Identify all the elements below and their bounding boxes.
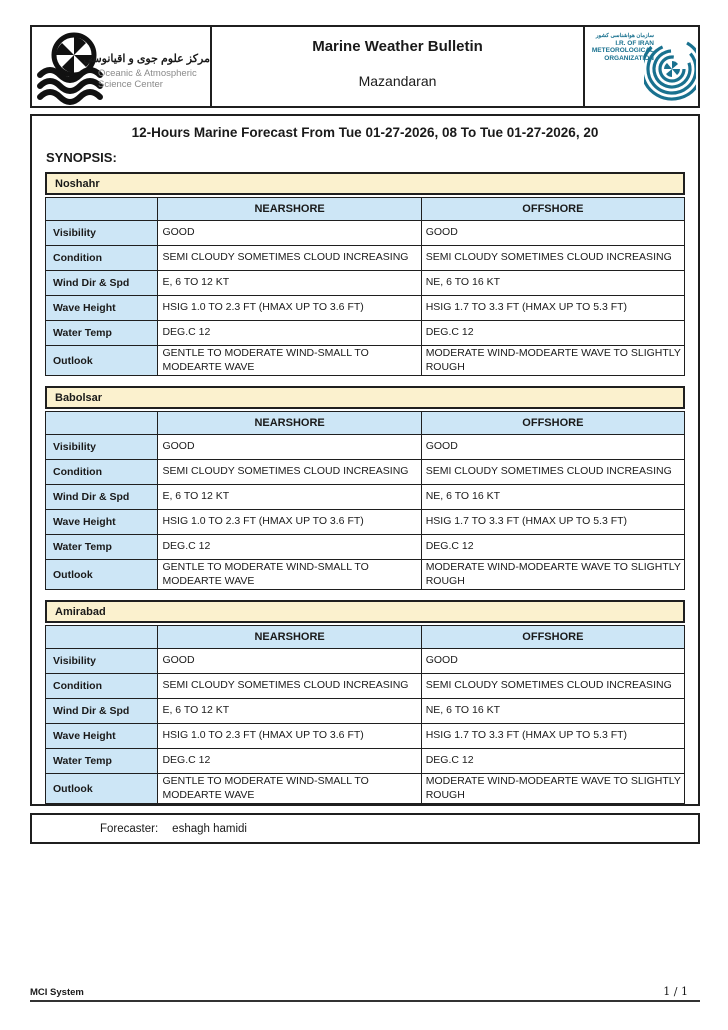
column-header-offshore: OFFSHORE <box>421 412 684 435</box>
table-row <box>46 435 685 460</box>
table-header-row <box>46 626 685 649</box>
page-footer <box>30 985 700 1002</box>
nearshore-value: DEG.C 12 <box>158 321 421 346</box>
table-row <box>46 699 685 724</box>
offshore-value: HSIG 1.7 TO 3.3 FT (HMAX UP TO 5.3 FT) <box>421 296 684 321</box>
forecaster-label: Forecaster: <box>100 822 159 835</box>
corner-cell <box>46 198 158 221</box>
forecaster-name: eshagh hamidi <box>172 822 247 835</box>
table-row <box>46 246 685 271</box>
irimo-name-english-line3: ORGANIZATION <box>604 55 654 63</box>
offshore-value: HSIG 1.7 TO 3.3 FT (HMAX UP TO 5.3 FT) <box>421 724 684 749</box>
irimo-name-persian: سازمان هواشناسی کشور <box>595 33 654 39</box>
table-row <box>46 535 685 560</box>
nearshore-value: E, 6 TO 12 KT <box>158 271 421 296</box>
station-forecast-table <box>45 625 685 804</box>
column-header-offshore: OFFSHORE <box>421 198 684 221</box>
bulletin-title: Marine Weather Bulletin <box>312 38 483 55</box>
nearshore-value: DEG.C 12 <box>158 749 421 774</box>
row-label: Outlook <box>46 774 158 804</box>
offshore-value: MODERATE WIND-MODEARTE WAVE TO SLIGHTLY ROUGH <box>421 774 684 804</box>
column-header-nearshore: NEARSHORE <box>158 412 421 435</box>
table-header-row <box>46 198 685 221</box>
table-row <box>46 649 685 674</box>
row-label: Wind Dir & Spd <box>46 485 158 510</box>
corner-cell <box>46 412 158 435</box>
table-row <box>46 346 685 376</box>
irimo-name-english-line2: METEOROLOGICAL <box>591 47 654 55</box>
corner-cell <box>46 626 158 649</box>
nearshore-value: GOOD <box>158 221 421 246</box>
station-section-noshahr <box>45 172 685 376</box>
table-row <box>46 221 685 246</box>
nearshore-value: HSIG 1.0 TO 2.3 FT (HMAX UP TO 3.6 FT) <box>158 724 421 749</box>
station-forecast-table <box>45 411 685 590</box>
row-label: Wave Height <box>46 510 158 535</box>
offshore-value: DEG.C 12 <box>421 321 684 346</box>
column-header-offshore: OFFSHORE <box>421 626 684 649</box>
oceanic-center-name-english-line1: Oceanic & Atmospheric <box>98 67 197 79</box>
row-label: Wave Height <box>46 724 158 749</box>
column-header-nearshore: NEARSHORE <box>158 626 421 649</box>
row-label: Visibility <box>46 435 158 460</box>
station-name: Noshahr <box>45 172 685 195</box>
table-row <box>46 321 685 346</box>
table-row <box>46 724 685 749</box>
irimo-name <box>588 33 654 63</box>
station-name: Amirabad <box>45 600 685 623</box>
station-section-amirabad <box>45 600 685 804</box>
nearshore-value: SEMI CLOUDY SOMETIMES CLOUD INCREASING <box>158 246 421 271</box>
row-label: Wave Height <box>46 296 158 321</box>
row-label: Condition <box>46 674 158 699</box>
header-title-block <box>212 27 585 106</box>
irimo-name-english-line1: I.R. OF IRAN <box>615 39 654 47</box>
row-label: Outlook <box>46 560 158 590</box>
table-row <box>46 296 685 321</box>
forecast-content <box>30 114 700 806</box>
table-row <box>46 510 685 535</box>
forecast-period-title: 12-Hours Marine Forecast From Tue 01-27-2026, 08 To Tue 01-27-2026, 20 <box>131 125 599 140</box>
table-row <box>46 674 685 699</box>
offshore-value: DEG.C 12 <box>421 749 684 774</box>
oceanic-center-logo-block <box>32 27 212 106</box>
row-label: Wind Dir & Spd <box>46 271 158 296</box>
offshore-value: HSIG 1.7 TO 3.3 FT (HMAX UP TO 5.3 FT) <box>421 510 684 535</box>
offshore-value: DEG.C 12 <box>421 535 684 560</box>
station-forecast-table <box>45 197 685 376</box>
nearshore-value: SEMI CLOUDY SOMETIMES CLOUD INCREASING <box>158 460 421 485</box>
row-label: Visibility <box>46 649 158 674</box>
nearshore-value: GOOD <box>158 435 421 460</box>
offshore-value: SEMI CLOUDY SOMETIMES CLOUD INCREASING <box>421 674 684 699</box>
station-name: Babolsar <box>45 386 685 409</box>
row-label: Condition <box>46 246 158 271</box>
nearshore-value: E, 6 TO 12 KT <box>158 485 421 510</box>
table-row <box>46 485 685 510</box>
offshore-value: GOOD <box>421 435 684 460</box>
table-header-row <box>46 412 685 435</box>
column-header-nearshore: NEARSHORE <box>158 198 421 221</box>
irimo-logo-block <box>585 27 698 106</box>
offshore-value: GOOD <box>421 649 684 674</box>
row-label: Water Temp <box>46 535 158 560</box>
oceanic-center-name <box>83 53 210 90</box>
offshore-value: MODERATE WIND-MODEARTE WAVE TO SLIGHTLY ROUGH <box>421 346 684 376</box>
bulletin-region: Mazandaran <box>358 73 437 89</box>
nearshore-value: HSIG 1.0 TO 2.3 FT (HMAX UP TO 3.6 FT) <box>158 510 421 535</box>
table-row <box>46 271 685 296</box>
footer-app-name: MCI System <box>30 987 84 998</box>
header <box>30 25 700 108</box>
forecaster-box <box>30 813 700 844</box>
offshore-value: SEMI CLOUDY SOMETIMES CLOUD INCREASING <box>421 460 684 485</box>
nearshore-value: DEG.C 12 <box>158 535 421 560</box>
table-row <box>46 774 685 804</box>
nearshore-value: GENTLE TO MODERATE WIND-SMALL TO MODEARTE WAVE <box>158 560 421 590</box>
table-row <box>46 560 685 590</box>
row-label: Condition <box>46 460 158 485</box>
row-label: Visibility <box>46 221 158 246</box>
nearshore-value: E, 6 TO 12 KT <box>158 699 421 724</box>
offshore-value: NE, 6 TO 16 KT <box>421 699 684 724</box>
station-section-babolsar <box>45 386 685 590</box>
nearshore-value: GOOD <box>158 649 421 674</box>
nearshore-value: GENTLE TO MODERATE WIND-SMALL TO MODEARTE WAVE <box>158 774 421 804</box>
oceanic-center-name-persian: مرکز علوم جوی و اقیانوسی <box>83 53 210 65</box>
oceanic-center-name-english-line2: Science Center <box>98 78 163 90</box>
nearshore-value: HSIG 1.0 TO 2.3 FT (HMAX UP TO 3.6 FT) <box>158 296 421 321</box>
offshore-value: NE, 6 TO 16 KT <box>421 271 684 296</box>
row-label: Outlook <box>46 346 158 376</box>
row-label: Wind Dir & Spd <box>46 699 158 724</box>
offshore-value: GOOD <box>421 221 684 246</box>
table-row <box>46 749 685 774</box>
row-label: Water Temp <box>46 749 158 774</box>
nearshore-value: SEMI CLOUDY SOMETIMES CLOUD INCREASING <box>158 674 421 699</box>
offshore-value: SEMI CLOUDY SOMETIMES CLOUD INCREASING <box>421 246 684 271</box>
page-indicator: 1 / 1 <box>663 985 688 998</box>
offshore-value: NE, 6 TO 16 KT <box>421 485 684 510</box>
offshore-value: MODERATE WIND-MODEARTE WAVE TO SLIGHTLY ROUGH <box>421 560 684 590</box>
synopsis-label: SYNOPSIS: <box>46 150 117 165</box>
table-row <box>46 460 685 485</box>
nearshore-value: GENTLE TO MODERATE WIND-SMALL TO MODEARTE WAVE <box>158 346 421 376</box>
row-label: Water Temp <box>46 321 158 346</box>
